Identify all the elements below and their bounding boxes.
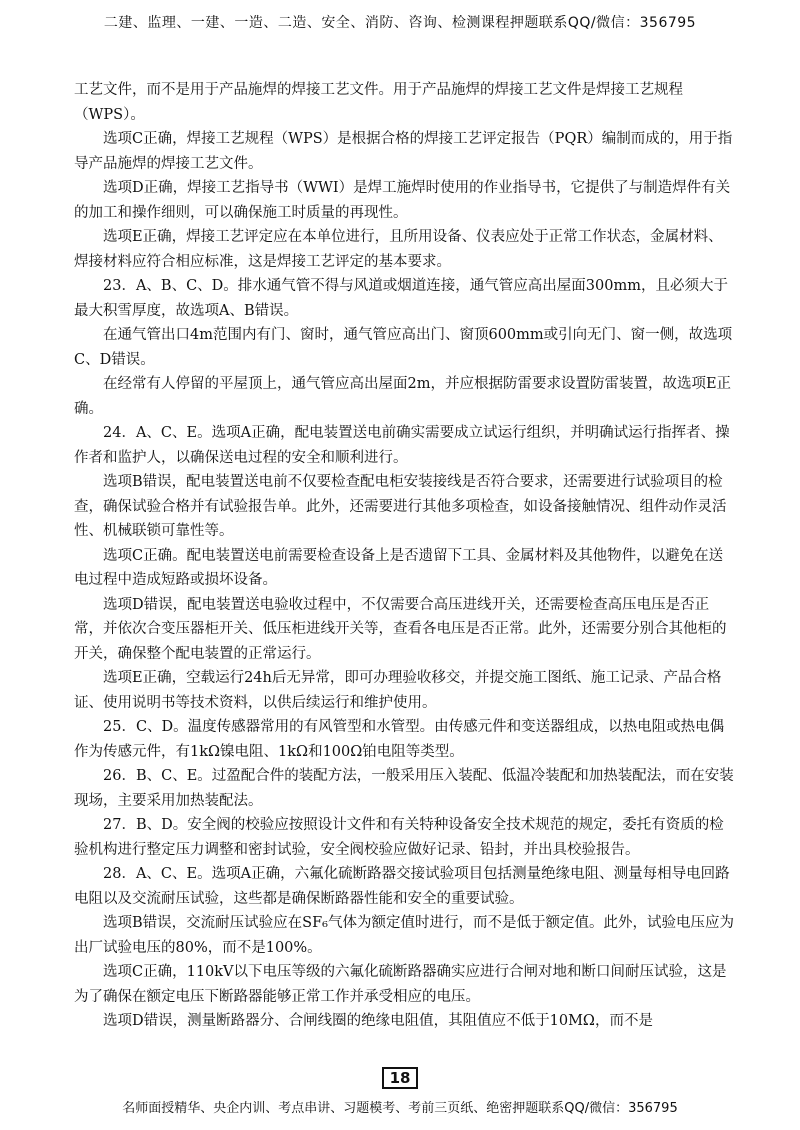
paragraph: 选项B错误，配电装置送电前不仅要检查配电柜安装接线是否符合要求，还需要进行试验项目的检查，确保试验合格并有试验报告单。此外，还需要进行其他多项检查，如设备接触情况、组件动作灵活性、机械联锁可靠性等。: [74, 474, 727, 539]
paragraph: 26．B、C、E。过盈配合件的装配方法，一般采用压入装配、低温冷装配和加热装配法，而在安装现场，主要采用加热装配法。: [74, 768, 734, 809]
paragraph: 选项C正确，110kV以下电压等级的六氟化硫断路器确实应进行合闸对地和断口间耐压试验，这是为了确保在额定电压下断路器能够正常工作并承受相应的电压。: [74, 964, 727, 1005]
paragraph: 28．A、C、E。选项A正确，六氟化硫断路器交接试验项目包括测量绝缘电阻、测量每相导电回路电阻以及交流耐压试验，这些都是确保断路器性能和安全的重要试验。: [74, 866, 730, 907]
paragraph: 选项E正确，空载运行24h后无异常，即可办理验收移交，并提交施工图纸、施工记录、产品合格证、使用说明书等技术资料，以供后续运行和维护使用。: [74, 670, 722, 711]
paragraph: 选项E正确，焊接工艺评定应在本单位进行，且所用设备、仪表应处于正常工作状态，金属材料、焊接材料应符合相应标准，这是焊接工艺评定的基本要求。: [74, 229, 723, 270]
paragraph: 选项C正确，焊接工艺规程（WPS）是根据合格的焊接工艺评定报告（PQR）编制而成的，用于指导产品施焊的焊接工艺文件。: [74, 131, 733, 172]
paragraph: 选项D正确，焊接工艺指导书（WWI）是焊工施焊时使用的作业指导书，它提供了与制造焊件有关的加工和操作细则，可以确保施工时质量的再现性。: [74, 180, 731, 221]
paragraph: 23．A、B、C、D。排水通气管不得与风道或烟道连接，通气管应高出屋面300mm，且必须大于最大积雪厚度，故选项A、B错误。: [74, 278, 728, 319]
page-body: [74, 78, 734, 1034]
page-header: 二建、监理、一建、一造、二造、安全、消防、咨询、检测课程押题联系QQ/微信：356795: [103, 15, 697, 31]
paragraph: 在经常有人停留的平屋顶上，通气管应高出屋面2m，并应根据防雷要求设置防雷装置，故选项E正确。: [74, 376, 732, 417]
paragraph: 选项D错误，测量断路器分、合闸线圈的绝缘电阻值，其阻值应不低于10MΩ，而不是: [103, 1013, 653, 1029]
paragraph: 选项D错误，配电装置送电验收过程中，不仅需要合高压进线开关，还需要检查高压电压是否正常，并依次合变压器柜开关、低压柜进线开关等，查看各电压是否正常。此外，还需要分别合其他柜的开关，确保整个配电装置的正常运行。: [74, 596, 727, 662]
page-number: [0, 1067, 800, 1089]
page-number-box: 18: [382, 1067, 419, 1089]
paragraph: 24．A、C、E。选项A正确，配电装置送电前确实需要成立试运行组织，并明确试运行指挥者、操作者和监护人，以确保送电过程的安全和顺利进行。: [74, 425, 730, 466]
page-footer: 名师面授精华、央企内训、考点串讲、习题模考、考前三页纸、绝密押题联系QQ/微信：356795: [122, 1101, 678, 1116]
paragraph: 27．B、D。安全阀的校验应按照设计文件和有关特种设备安全技术规范的规定，委托有资质的检验机构进行整定压力调整和密封试验，安全阀校验应做好记录、铅封，并出具校验报告。: [74, 817, 724, 858]
paragraph: 工艺文件，而不是用于产品施焊的焊接工艺文件。用于产品施焊的焊接工艺文件是焊接工艺规程（WPS）。: [74, 82, 683, 123]
paragraph: 25．C、D。温度传感器常用的有风管型和水管型。由传感元件和变送器组成，以热电阻或热电偶作为传感元件，有1kΩ镍电阻、1kΩ和100Ω铂电阻等类型。: [74, 719, 725, 760]
paragraph: 选项B错误，交流耐压试验应在SF₆气体为额定值时进行，而不是低于额定值。此外，试验电压应为出厂试验电压的80%，而不是100%。: [74, 915, 734, 956]
paragraph: 在通气管出口4m范围内有门、窗时，通气管应高出门、窗顶600mm或引向无门、窗一侧，故选项C、D错误。: [74, 327, 733, 368]
paragraph: 选项C正确。配电装置送电前需要检查设备上是否遗留下工具、金属材料及其他物件，以避免在送电过程中造成短路或损坏设备。: [74, 547, 724, 588]
